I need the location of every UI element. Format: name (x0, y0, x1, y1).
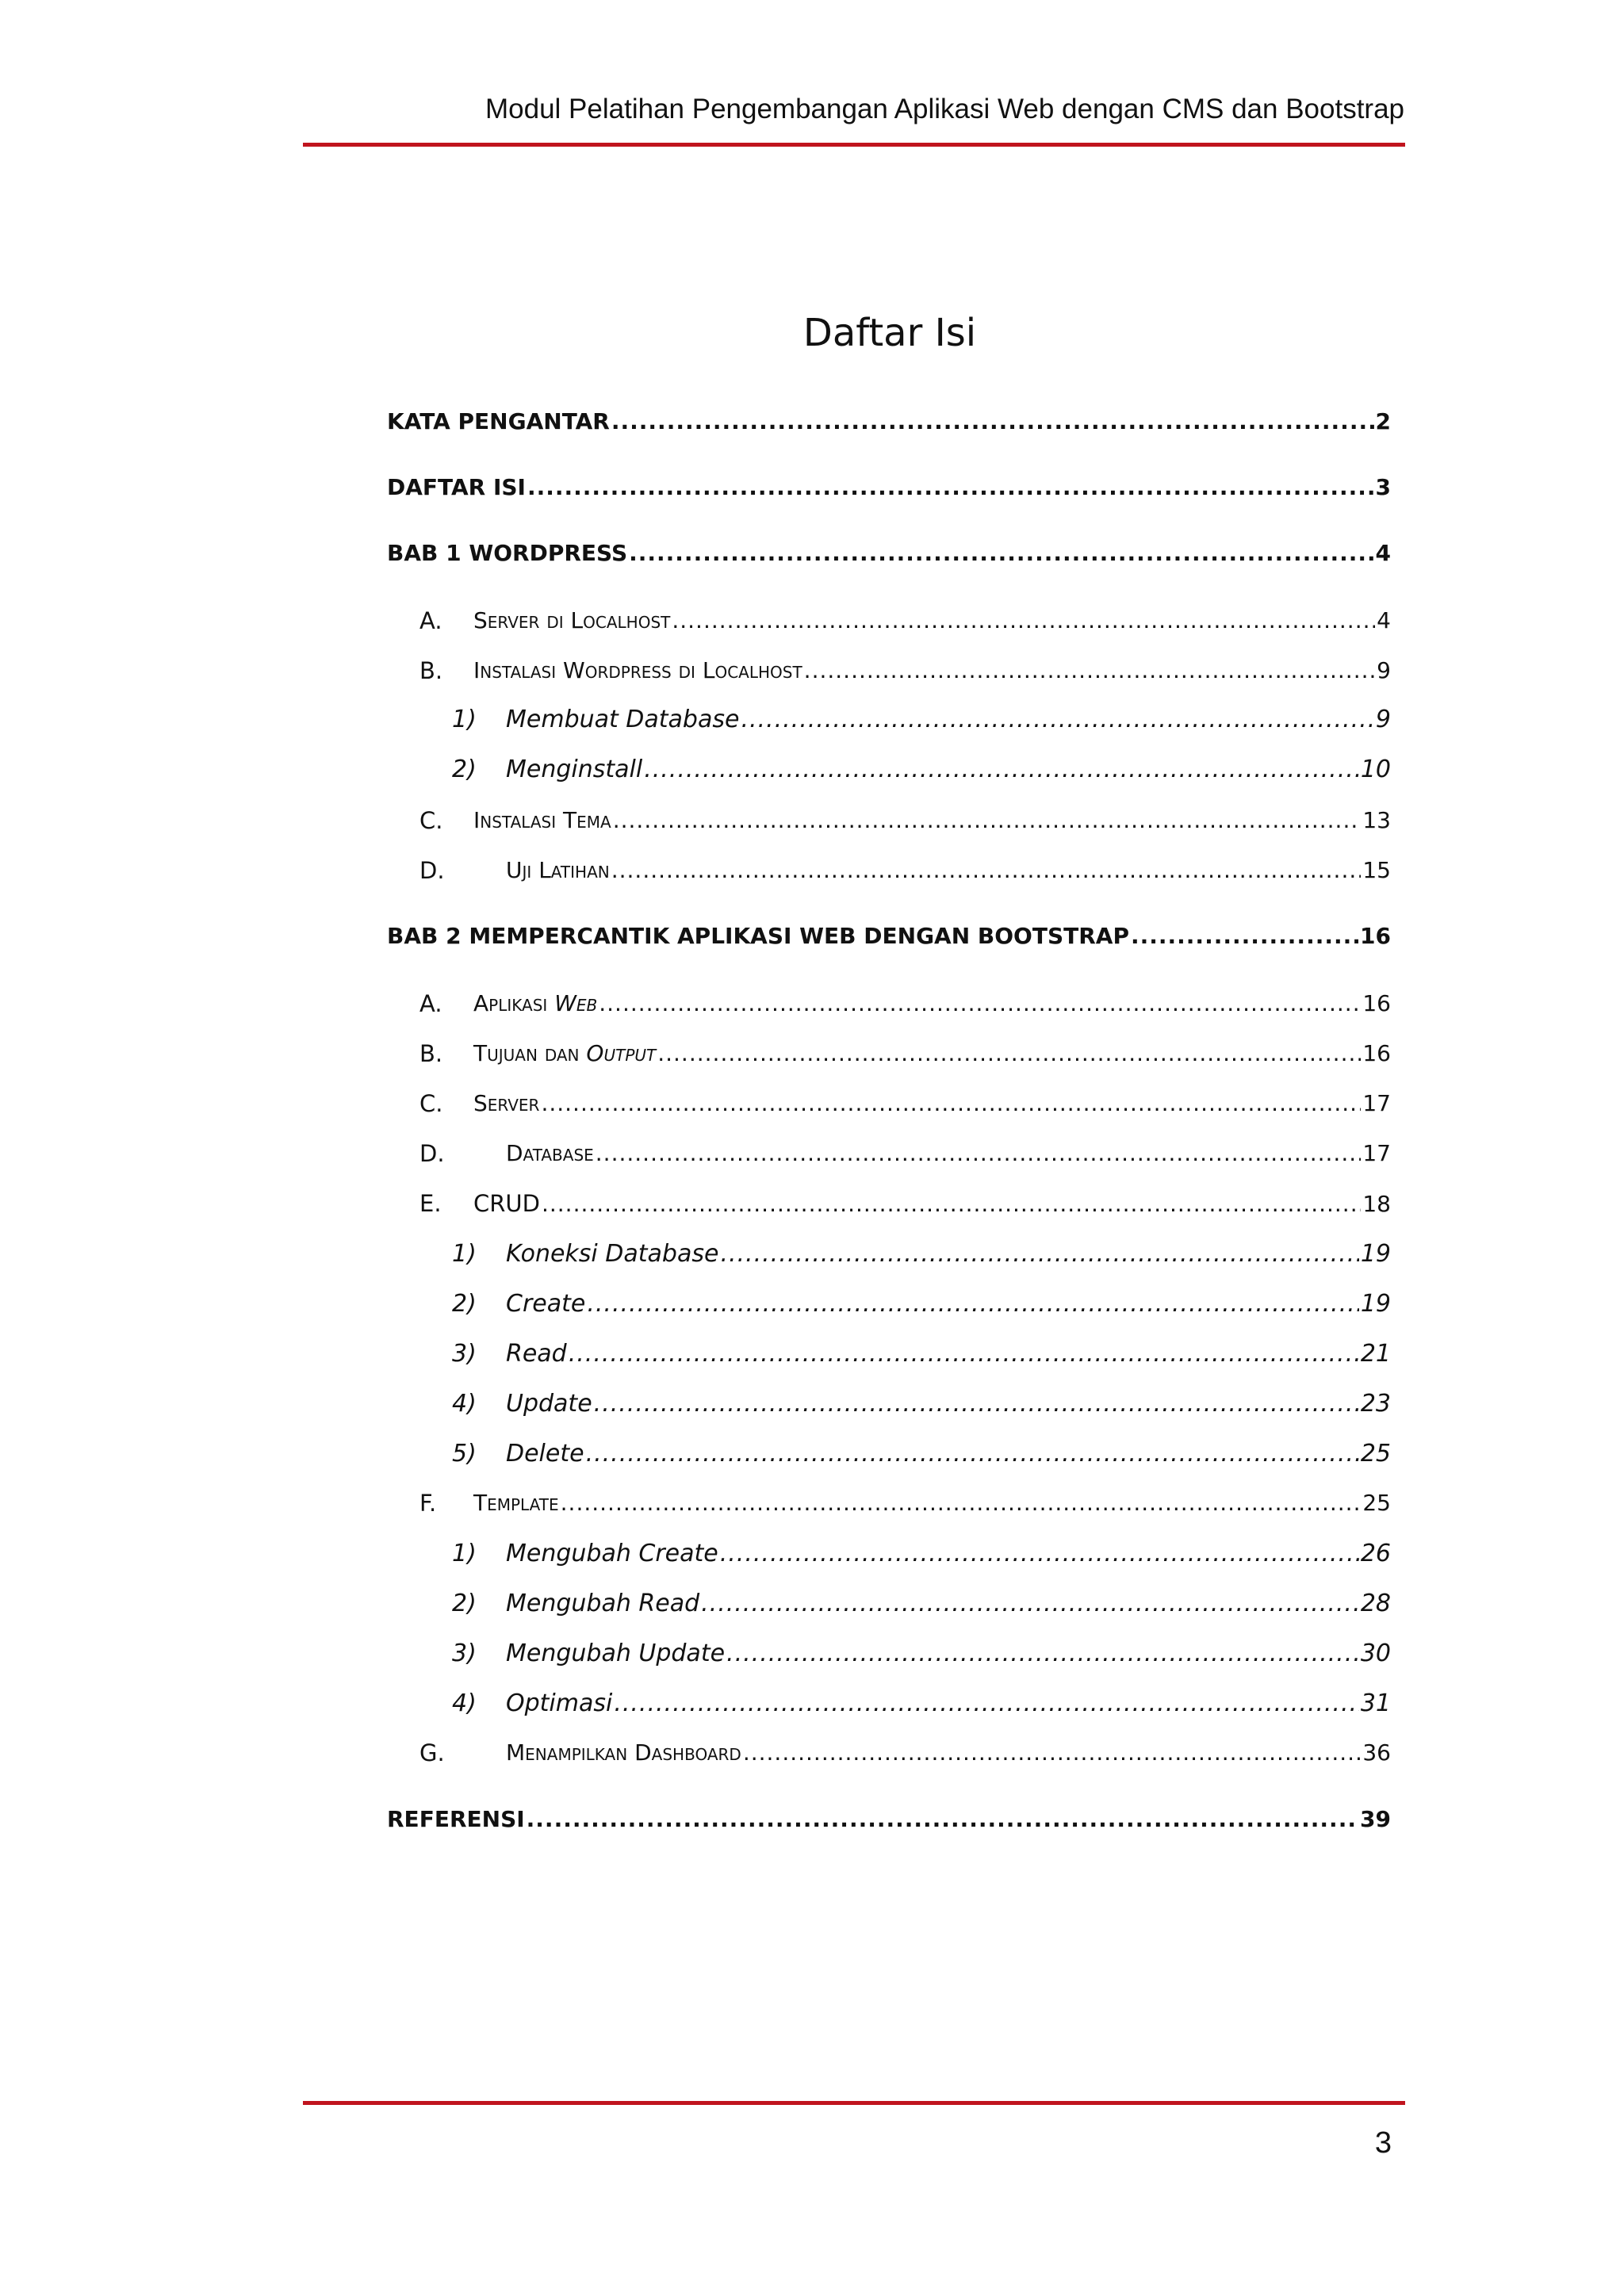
toc-entry-page: 10 (1360, 756, 1391, 783)
toc-entry[interactable] (419, 857, 1391, 884)
toc-entry-page: 16 (1362, 1040, 1391, 1066)
toc-entry[interactable] (419, 807, 1391, 834)
leader-dots (614, 1689, 1358, 1717)
toc-entry-page: 4 (1377, 607, 1391, 633)
toc-entry[interactable] (419, 1090, 1391, 1117)
toc-entry[interactable] (419, 607, 1391, 634)
toc-entry[interactable] (419, 1739, 1391, 1766)
toc-entry-page: 18 (1362, 1191, 1391, 1217)
toc-entry-number: A. (419, 607, 442, 634)
toc-entry[interactable] (452, 1440, 1391, 1468)
toc-entry[interactable] (419, 1040, 1391, 1067)
toc-entry-label: Aplikasi (473, 990, 548, 1016)
toc-entry-label: Instalasi Wordpress di Localhost (473, 657, 802, 683)
toc-entry-page: 15 (1362, 857, 1391, 883)
toc-entry-label: Mengubah Update (506, 1640, 726, 1667)
toc-entry-label: REFERENSI (387, 1806, 525, 1832)
toc-entry-number: D. (419, 1140, 445, 1167)
toc-entry[interactable] (387, 923, 1391, 949)
toc-entry[interactable] (452, 756, 1391, 783)
toc-entry[interactable] (452, 1290, 1391, 1318)
leader-dots (629, 540, 1373, 566)
leader-dots (599, 990, 1361, 1016)
toc-entry[interactable] (452, 1540, 1391, 1567)
toc-entry-page: 19 (1360, 1240, 1391, 1268)
toc-entry-number: G. (419, 1739, 445, 1766)
leader-dots (720, 1540, 1359, 1567)
toc-entry[interactable] (452, 1390, 1391, 1418)
toc-entry[interactable] (452, 1240, 1391, 1268)
toc-entry-page: 25 (1362, 1490, 1391, 1516)
toc-entry-number: B. (419, 1040, 443, 1067)
toc-entry-page: 39 (1360, 1806, 1391, 1832)
toc-entry-page: 13 (1362, 807, 1391, 833)
toc-entry-number: B. (419, 657, 443, 684)
toc-entry-page: 17 (1362, 1140, 1391, 1166)
toc-entry-label: Menginstall (506, 756, 643, 783)
leader-dots (672, 607, 1375, 633)
leader-dots (527, 1806, 1358, 1832)
toc-entry-label: Mengubah Read (506, 1590, 700, 1617)
toc-entry-page: 17 (1362, 1090, 1391, 1116)
toc-entry[interactable] (387, 408, 1391, 434)
toc-entry-page: 21 (1360, 1340, 1391, 1368)
toc-entry[interactable] (419, 990, 1391, 1017)
toc-entry-label: Mengubah Create (506, 1540, 718, 1567)
toc-entry[interactable] (387, 1806, 1391, 1832)
toc-entry-label: Menampilkan Dashboard (506, 1739, 741, 1766)
toc-entry-number: 3) (452, 1640, 477, 1667)
leader-dots (611, 408, 1374, 434)
toc-entry[interactable] (452, 1689, 1391, 1717)
toc-entry-page: 26 (1360, 1540, 1391, 1567)
leader-dots (720, 1240, 1358, 1268)
toc-entry[interactable] (419, 1190, 1391, 1217)
toc-entry-label: Uji Latihan (506, 857, 610, 883)
toc-entry-label: Koneksi Database (506, 1240, 719, 1268)
leader-dots (527, 474, 1374, 500)
leader-dots (611, 857, 1362, 883)
toc-entry-label: Database (506, 1140, 594, 1166)
toc-entry-label: CRUD (473, 1190, 540, 1217)
toc-entry-label: Template (473, 1490, 559, 1516)
leader-dots (657, 1040, 1361, 1066)
toc-entry-label: DAFTAR ISI (387, 474, 526, 500)
leader-dots (804, 657, 1376, 683)
toc-entry-page: 9 (1375, 706, 1391, 733)
toc-entry-label: BAB 1 WORDPRESS (387, 540, 628, 566)
leader-dots (701, 1590, 1359, 1617)
toc-entry-label: Read (506, 1340, 567, 1368)
leader-dots (594, 1390, 1359, 1418)
toc-entry[interactable] (419, 657, 1391, 684)
page-number: 3 (1374, 2126, 1392, 2160)
toc-entry-number: 2) (452, 1290, 477, 1318)
leader-dots (726, 1640, 1359, 1667)
toc-entry-page: 3 (1375, 474, 1391, 500)
toc-entry-label-italic: Output (586, 1040, 657, 1066)
toc-entry[interactable] (452, 706, 1391, 733)
leader-dots (569, 1340, 1359, 1368)
toc-entry-label: BAB 2 MEMPERCANTIK APLIKASI WEB DENGAN BOOTSTRAP (387, 923, 1129, 949)
toc-entry-number: C. (419, 807, 443, 834)
toc-entry-page: 16 (1360, 923, 1391, 949)
toc-entry[interactable] (419, 1140, 1391, 1167)
toc-entry-number: 1) (452, 1540, 477, 1567)
toc-entry-page: 4 (1375, 540, 1391, 566)
toc-entry-number: 1) (452, 706, 477, 733)
leader-dots (561, 1490, 1362, 1516)
toc-entry-number: D. (419, 857, 445, 884)
toc-entry-number: E. (419, 1190, 442, 1217)
toc-entry-label: Server di Localhost (473, 607, 671, 633)
toc-entry-number: C. (419, 1090, 443, 1117)
toc-entry[interactable] (452, 1340, 1391, 1368)
toc-entry-label: Update (506, 1390, 592, 1418)
toc-entry[interactable] (387, 474, 1391, 500)
leader-dots (586, 1440, 1359, 1468)
toc-entry-page: 31 (1360, 1689, 1391, 1717)
toc-entry[interactable] (452, 1640, 1391, 1667)
leader-dots (596, 1140, 1362, 1166)
page-title: Daftar Isi (802, 311, 977, 355)
leader-dots (1131, 923, 1358, 949)
toc-entry-page: 25 (1360, 1440, 1391, 1468)
footer-divider (303, 2101, 1405, 2105)
toc-entry-page: 9 (1377, 657, 1391, 683)
header-title: Modul Pelatihan Pengembangan Aplikasi Web dengan CMS dan Bootstrap (485, 94, 1404, 124)
toc-entry-page: 36 (1362, 1739, 1391, 1766)
toc-entry-label: Membuat Database (506, 706, 740, 733)
toc-entry-page: 2 (1375, 408, 1391, 434)
leader-dots (542, 1191, 1361, 1217)
leader-dots (741, 706, 1373, 733)
toc-entry-number: 2) (452, 756, 477, 783)
toc-entry-page: 19 (1360, 1290, 1391, 1318)
toc-entry-page: 30 (1360, 1640, 1391, 1667)
toc-entry-label: Create (506, 1290, 586, 1318)
leader-dots (743, 1739, 1362, 1766)
leader-dots (613, 807, 1362, 833)
toc-entry[interactable] (452, 1590, 1391, 1617)
toc-entry-number: F. (419, 1490, 437, 1517)
toc-entry-label: Tujuan dan (473, 1040, 580, 1066)
toc-entry[interactable] (387, 540, 1391, 566)
toc-entry-page: 28 (1360, 1590, 1391, 1617)
leader-dots (587, 1290, 1358, 1318)
toc-entry-number: 2) (452, 1590, 477, 1617)
leader-dots (644, 756, 1359, 783)
toc-entry-page: 16 (1362, 990, 1391, 1016)
toc-entry-number: A. (419, 990, 442, 1017)
toc-entry-page: 23 (1360, 1390, 1391, 1418)
toc-entry-number: 4) (452, 1390, 477, 1418)
toc-entry-label-italic: Web (554, 990, 598, 1016)
toc-entry-label: KATA PENGANTAR (387, 408, 610, 434)
toc-entry-label: Delete (506, 1440, 584, 1468)
toc-entry-number: 5) (452, 1440, 477, 1468)
toc-entry-label: Instalasi Tema (473, 807, 611, 833)
leader-dots (541, 1090, 1361, 1116)
toc-entry-number: 3) (452, 1340, 477, 1368)
toc-entry[interactable] (419, 1490, 1391, 1517)
toc-entry-number: 1) (452, 1240, 477, 1268)
toc-entry-label: Optimasi (506, 1689, 613, 1717)
toc-entry-number: 4) (452, 1689, 477, 1717)
toc-entry-label: Server (473, 1090, 540, 1116)
